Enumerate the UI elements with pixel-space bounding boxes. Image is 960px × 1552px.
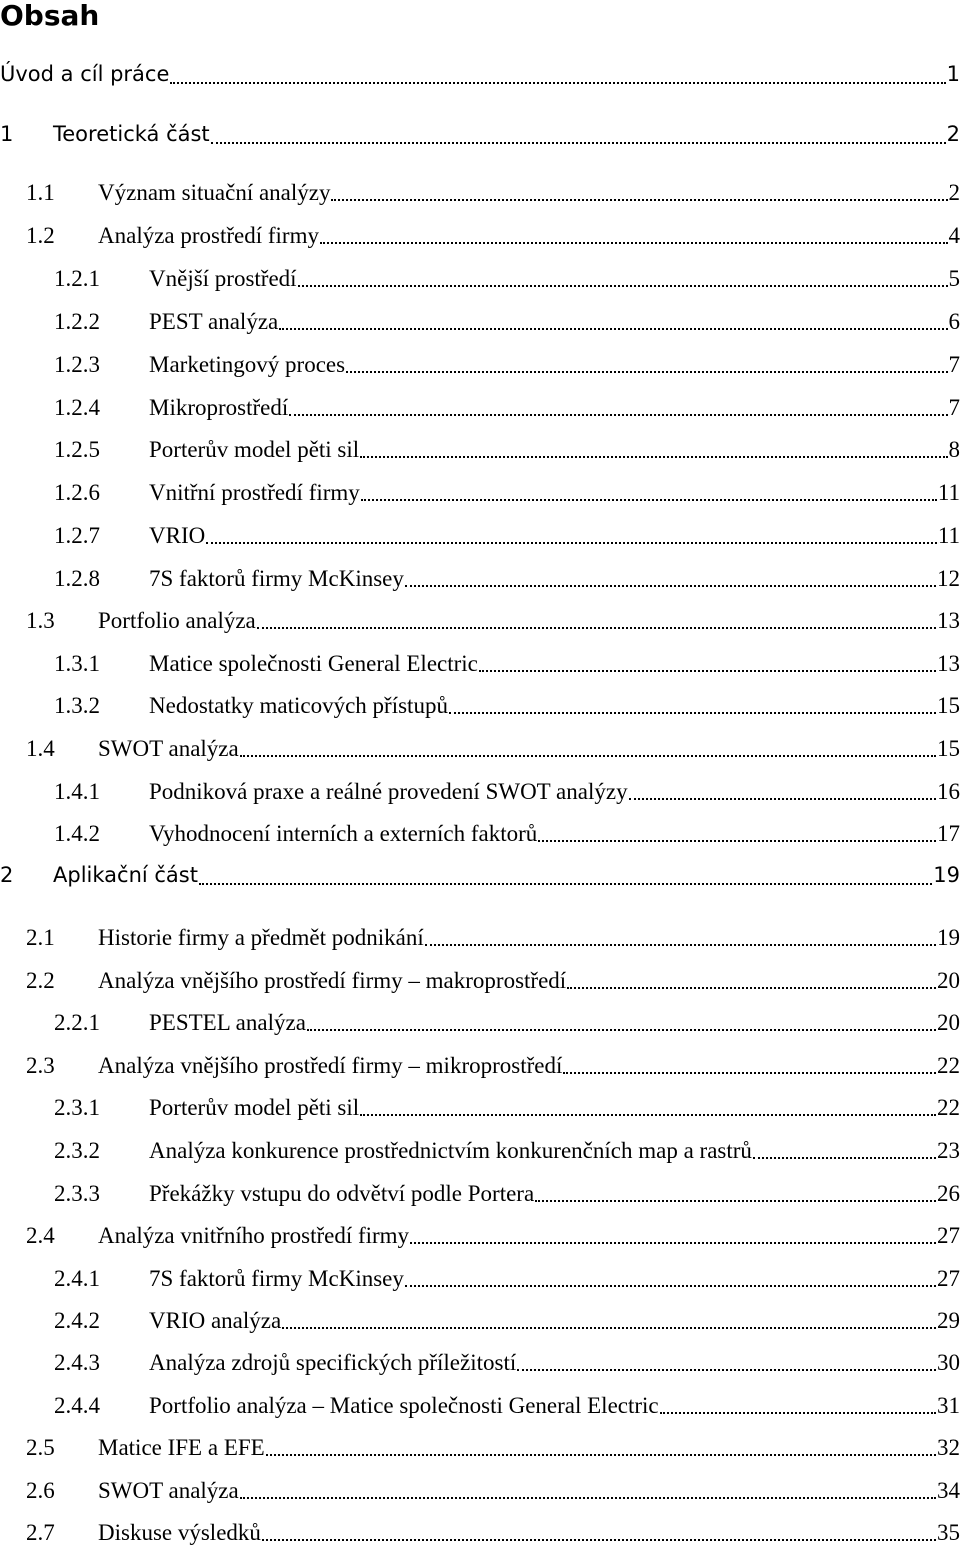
toc-entry-number: 2.5	[26, 1435, 98, 1461]
toc-entry-label: Analýza vnějšího prostředí firmy – makroprostředí	[98, 968, 566, 994]
toc-entry-number: 2.7	[26, 1520, 98, 1546]
toc-entry[interactable]	[0, 62, 960, 94]
toc-entry[interactable]	[54, 1266, 960, 1298]
toc-entry-label: Matice IFE a EFE	[98, 1435, 265, 1461]
toc-entry-page: 7	[949, 352, 960, 378]
toc-entry[interactable]	[26, 1223, 960, 1255]
toc-entry-label: SWOT analýza	[98, 1478, 239, 1504]
toc-entry-label: Význam situační analýzy	[98, 180, 330, 206]
toc-leader-dots	[289, 414, 947, 416]
toc-entry[interactable]	[54, 1350, 960, 1382]
toc-entry-number: 1.2.8	[54, 566, 149, 592]
toc-entry-number: 2.3.1	[54, 1095, 149, 1121]
toc-entry[interactable]	[26, 1435, 960, 1467]
toc-entry-label: PESTEL analýza	[149, 1010, 306, 1036]
toc-entry[interactable]	[54, 309, 960, 341]
toc-entry[interactable]	[26, 1520, 960, 1552]
toc-leader-dots	[346, 371, 947, 373]
toc-entry-number: 2.3.3	[54, 1181, 149, 1207]
toc-entry-page: 22	[937, 1095, 960, 1121]
toc-entry-page: 20	[937, 968, 960, 994]
toc-leader-dots	[206, 542, 937, 544]
toc-entry-label: Porterův model pěti sil	[149, 437, 359, 463]
toc-entry-page: 15	[937, 736, 960, 762]
toc-leader-dots	[262, 1539, 936, 1541]
toc-entry-page: 17	[937, 821, 960, 847]
toc-entry-number: 1.3.2	[54, 693, 149, 719]
toc-leader-dots	[298, 285, 948, 287]
toc-leader-dots	[629, 798, 936, 800]
toc-entry-label: Matice společnosti General Electric	[149, 651, 478, 677]
toc-entry[interactable]	[26, 968, 960, 1000]
toc-entry-label: Aplikační část	[53, 863, 198, 887]
toc-leader-dots	[479, 670, 936, 672]
toc-leader-dots	[211, 142, 946, 144]
toc-entry-page: 22	[937, 1053, 960, 1079]
toc-entry-page: 8	[949, 437, 960, 463]
toc-leader-dots	[567, 987, 936, 989]
toc-entry-page: 2	[949, 180, 960, 206]
toc-entry[interactable]	[54, 352, 960, 384]
toc-entry-page: 13	[937, 608, 960, 634]
toc-leader-dots	[331, 199, 947, 201]
toc-entry-number: 1.1	[26, 180, 98, 206]
toc-leader-dots	[517, 1369, 936, 1371]
toc-entry[interactable]	[54, 1010, 960, 1042]
toc-entry-label: Portfolio analýza – Matice společnosti General Electric	[149, 1393, 659, 1419]
toc-entry-number: 2.4.2	[54, 1308, 149, 1334]
toc-entry-page: 30	[937, 1350, 960, 1376]
toc-leader-dots	[240, 1497, 936, 1499]
toc-entry-number: 1	[0, 122, 53, 146]
toc-entry[interactable]	[26, 1053, 960, 1085]
toc-leader-dots	[405, 1285, 936, 1287]
toc-leader-dots	[240, 755, 936, 757]
toc-entry-label: Marketingový proces	[149, 352, 345, 378]
toc-entry-page: 35	[937, 1520, 960, 1546]
toc-entry-number: 1.2.6	[54, 480, 149, 506]
toc-entry-label: Analýza vnějšího prostředí firmy – mikroprostředí	[98, 1053, 562, 1079]
toc-entry-page: 11	[938, 480, 960, 506]
toc-entry-number: 2.3.2	[54, 1138, 149, 1164]
toc-entry-page: 12	[937, 566, 960, 592]
toc-entry-number: 1.2.1	[54, 266, 149, 292]
toc-entry[interactable]	[54, 1308, 960, 1340]
toc-entry[interactable]	[54, 480, 960, 512]
toc-entry-number: 1.2.2	[54, 309, 149, 335]
toc-entry[interactable]	[26, 223, 960, 255]
toc-entry-label: Vyhodnocení interních a externích faktorů	[149, 821, 537, 847]
toc-leader-dots	[266, 1454, 936, 1456]
toc-entry-label: Analýza vnitřního prostředí firmy	[98, 1223, 409, 1249]
toc-entry-number: 1.3.1	[54, 651, 149, 677]
toc-entry-number: 1.4	[26, 736, 98, 762]
toc-entry-label: Historie firmy a předmět podnikání	[98, 925, 424, 951]
toc-entry[interactable]	[26, 608, 960, 640]
toc-entry[interactable]	[54, 566, 960, 598]
toc-entry-label: Analýza prostředí firmy	[98, 223, 319, 249]
toc-entry-number: 2.6	[26, 1478, 98, 1504]
toc-leader-dots	[307, 1029, 936, 1031]
toc-entry-page: 32	[937, 1435, 960, 1461]
toc-entry-page: 31	[937, 1393, 960, 1419]
toc-entry-label: 7S faktorů firmy McKinsey	[149, 1266, 404, 1292]
toc-entry-number: 1.2.3	[54, 352, 149, 378]
toc-leader-dots	[360, 1114, 936, 1116]
toc-entry-page: 20	[937, 1010, 960, 1036]
toc-entry[interactable]	[26, 180, 960, 212]
toc-entry-number: 2	[0, 863, 53, 887]
toc-entry[interactable]	[54, 651, 960, 683]
toc-entry-page: 5	[949, 266, 960, 292]
toc-leader-dots	[257, 627, 936, 629]
toc-entry-page: 4	[949, 223, 960, 249]
toc-entry-number: 2.1	[26, 925, 98, 951]
toc-entry[interactable]	[26, 925, 960, 957]
toc-entry-number: 1.3	[26, 608, 98, 634]
toc-entry[interactable]	[54, 693, 960, 725]
toc-entry-label: PEST analýza	[149, 309, 278, 335]
toc-entry[interactable]	[54, 821, 960, 853]
toc-entry-label: Úvod a cíl práce	[0, 62, 169, 86]
toc-entry-label: Portfolio analýza	[98, 608, 256, 634]
toc-entry-page: 29	[937, 1308, 960, 1334]
toc-entry-label: Analýza konkurence prostřednictvím konkurenčních map a rastrů	[149, 1138, 752, 1164]
toc-entry-number: 1.2.4	[54, 395, 149, 421]
toc-entry-number: 1.4.2	[54, 821, 149, 847]
toc-entry-label: Teoretická část	[53, 122, 210, 146]
toc-leader-dots	[410, 1242, 936, 1244]
toc-entry-page: 27	[937, 1266, 960, 1292]
toc-entry-page: 27	[937, 1223, 960, 1249]
toc-entry-number: 2.2	[26, 968, 98, 994]
toc-entry-label: Mikroprostředí	[149, 395, 288, 421]
toc-title: Obsah	[0, 0, 99, 36]
toc-entry-label: Porterův model pěti sil	[149, 1095, 359, 1121]
toc-entry-label: Vnější prostředí	[149, 266, 297, 292]
toc-leader-dots	[753, 1157, 936, 1159]
toc-entry-number: 2.3	[26, 1053, 98, 1079]
toc-leader-dots	[563, 1072, 936, 1074]
toc-entry[interactable]	[54, 1095, 960, 1127]
toc-entry-page: 23	[937, 1138, 960, 1164]
toc-entry-label: VRIO	[149, 523, 205, 549]
toc-leader-dots	[361, 499, 937, 501]
toc-leader-dots	[199, 883, 932, 885]
toc-entry-number: 1.4.1	[54, 779, 149, 805]
toc-entry[interactable]	[0, 122, 960, 154]
toc-leader-dots	[449, 712, 936, 714]
toc-entry[interactable]	[26, 736, 960, 768]
toc-leader-dots	[660, 1412, 936, 1414]
toc-entry-page: 26	[937, 1181, 960, 1207]
toc-entry-label: Diskuse výsledků	[98, 1520, 261, 1546]
toc-leader-dots	[320, 242, 948, 244]
toc-entry-page: 19	[933, 863, 960, 887]
toc-entry[interactable]	[54, 395, 960, 427]
toc-leader-dots	[170, 82, 945, 84]
toc-leader-dots	[538, 840, 936, 842]
toc-entry-page: 34	[937, 1478, 960, 1504]
toc-entry-page: 2	[947, 122, 960, 146]
toc-entry-label: Nedostatky maticových přístupů	[149, 693, 448, 719]
toc-leader-dots	[425, 944, 936, 946]
toc-entry[interactable]	[54, 266, 960, 298]
toc-entry-page: 1	[947, 62, 960, 86]
toc-entry-label: SWOT analýza	[98, 736, 239, 762]
toc-entry-label: Analýza zdrojů specifických příležitostí	[149, 1350, 516, 1376]
toc-entry[interactable]	[54, 523, 960, 555]
toc-entry[interactable]	[0, 863, 960, 895]
toc-entry[interactable]	[54, 1138, 960, 1170]
toc-entry-number: 2.4	[26, 1223, 98, 1249]
toc-entry-number: 1.2.5	[54, 437, 149, 463]
toc-entry-page: 11	[938, 523, 960, 549]
toc-entry-page: 7	[949, 395, 960, 421]
toc-entry[interactable]	[54, 779, 960, 811]
toc-entry-page: 13	[937, 651, 960, 677]
toc-entry-page: 15	[937, 693, 960, 719]
toc-entry[interactable]	[54, 1393, 960, 1425]
toc-entry-number: 2.4.1	[54, 1266, 149, 1292]
toc-leader-dots	[535, 1200, 936, 1202]
toc-leader-dots	[405, 585, 936, 587]
toc-entry-number: 2.4.4	[54, 1393, 149, 1419]
toc-entry-page: 6	[949, 309, 960, 335]
toc-entry-label: VRIO analýza	[149, 1308, 281, 1334]
toc-leader-dots	[360, 456, 947, 458]
toc-entry[interactable]	[54, 437, 960, 469]
toc-entry-page: 19	[937, 925, 960, 951]
toc-entry-label: Vnitřní prostředí firmy	[149, 480, 360, 506]
toc-entry[interactable]	[54, 1181, 960, 1213]
toc-leader-dots	[279, 328, 947, 330]
toc-entry-number: 1.2	[26, 223, 98, 249]
toc-entry-number: 2.2.1	[54, 1010, 149, 1036]
toc-entry[interactable]	[26, 1478, 960, 1510]
toc-entry-label: Podniková praxe a reálné provedení SWOT analýzy	[149, 779, 628, 805]
toc-entry-label: Překážky vstupu do odvětví podle Portera	[149, 1181, 534, 1207]
toc-entry-page: 16	[937, 779, 960, 805]
toc-entry-number: 1.2.7	[54, 523, 149, 549]
toc-entry-label: 7S faktorů firmy McKinsey	[149, 566, 404, 592]
toc-leader-dots	[282, 1327, 936, 1329]
toc-entry-number: 2.4.3	[54, 1350, 149, 1376]
